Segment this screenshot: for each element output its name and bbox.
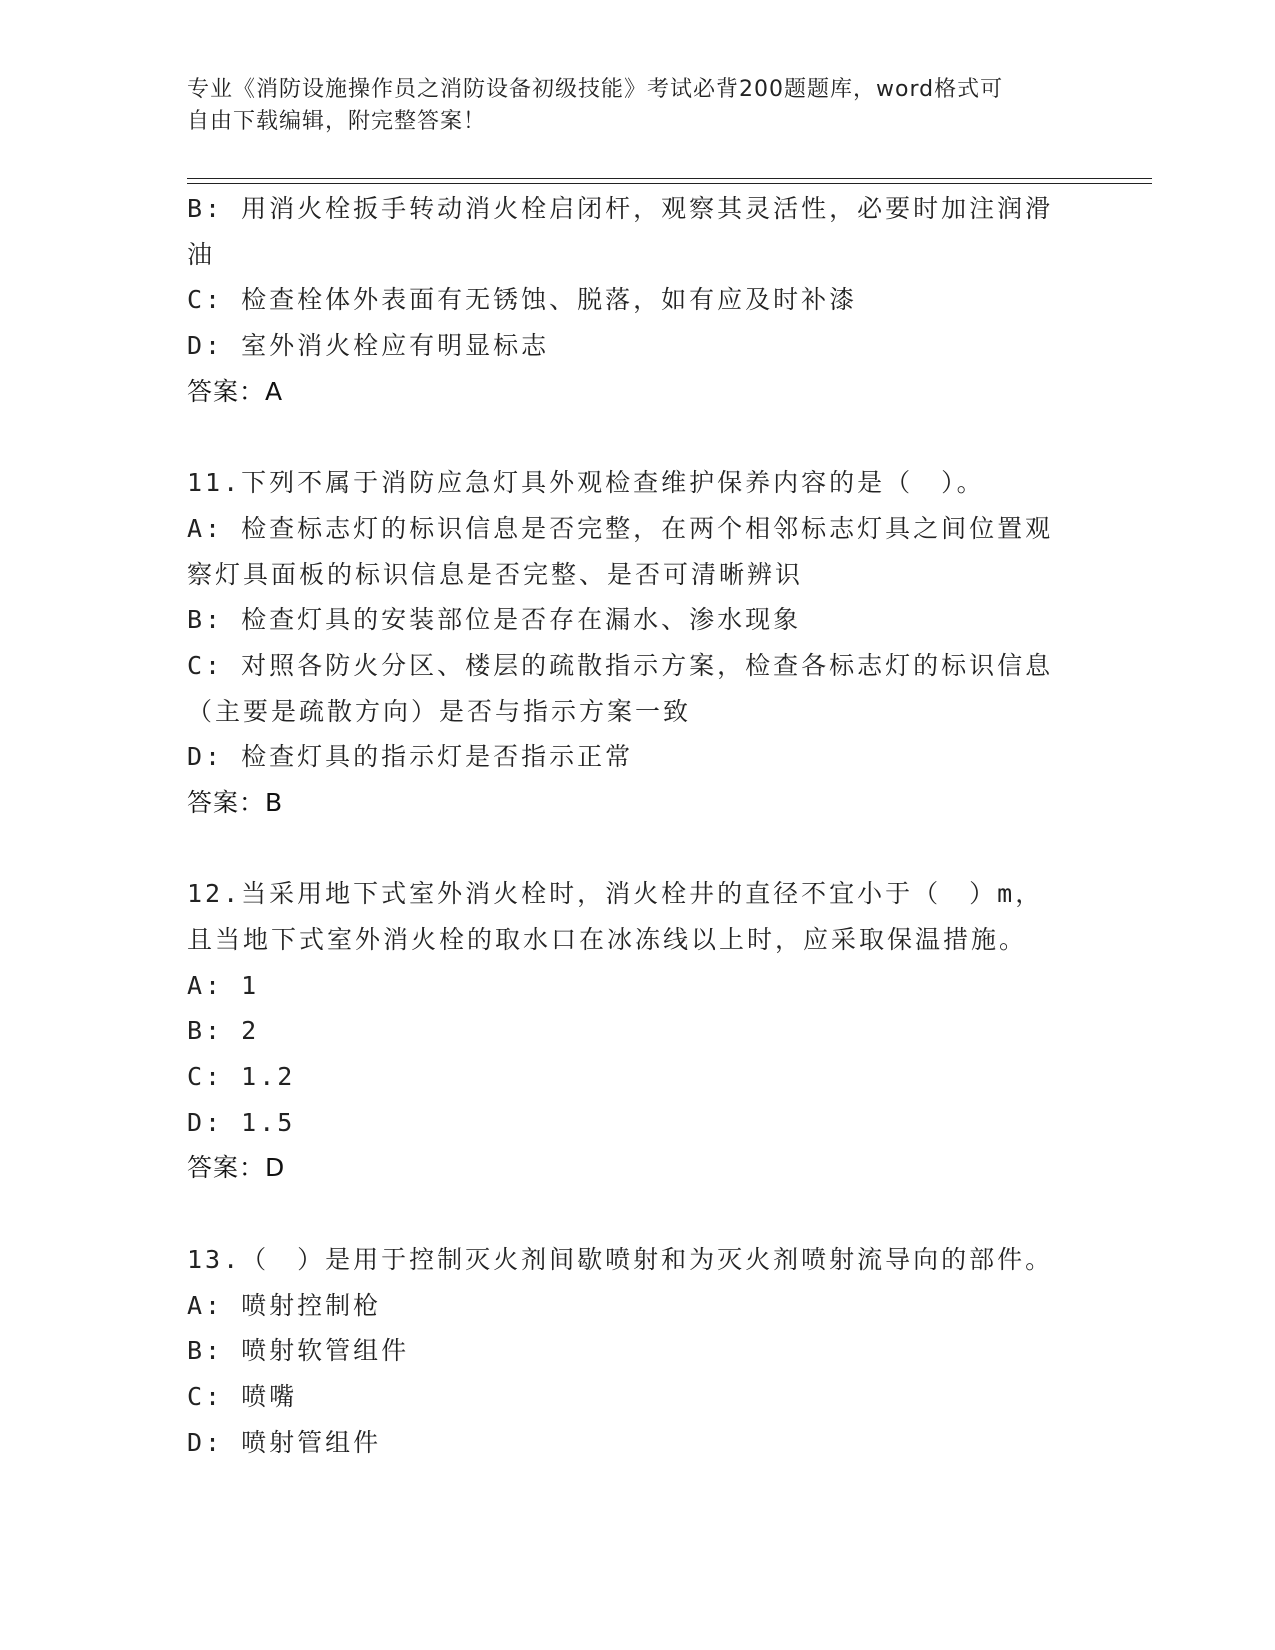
option-d: D: 检查灯具的指示灯是否指示正常: [187, 742, 634, 772]
option-c: C: 1.2: [187, 1062, 296, 1092]
answer: 答案：B: [187, 787, 284, 817]
spacer: [187, 1191, 1087, 1237]
option-a: A: 检查标志灯的标识信息是否完整，在两个相邻标志灯具之间位置观: [187, 513, 1054, 543]
answer: 答案：A: [187, 376, 284, 406]
question-13: [187, 1237, 1087, 1465]
header-divider-bottom: [187, 183, 1152, 184]
option-c-continued: （主要是疏散方向）是否与指示方案一致: [187, 696, 692, 726]
option-a: A: 1: [187, 970, 260, 1000]
option-c: C: 检查栓体外表面有无锈蚀、脱落，如有应及时补漆: [187, 285, 858, 315]
option-c: C: 喷嘴: [187, 1381, 298, 1411]
option-b-continued: 油: [187, 239, 216, 269]
header-divider-top: [187, 178, 1152, 179]
header-title-line-2: 自由下载编辑，附完整答案！: [187, 109, 487, 134]
option-b: B: 用消火栓扳手转动消火栓启闭杆，观察其灵活性，必要时加注润滑: [187, 194, 1054, 223]
question-11: [187, 460, 1087, 826]
option-a: A: 喷射控制枪: [187, 1290, 382, 1320]
option-b: B: 2: [187, 1016, 260, 1046]
option-d: D: 喷射管组件: [187, 1427, 382, 1457]
option-a-continued: 察灯具面板的标识信息是否完整、是否可清晰辨识: [187, 559, 804, 589]
question-10-tail: [187, 186, 1087, 414]
header-title-line-1: 专业《消防设施操作员之消防设备初级技能》考试必背200题题库，word格式可: [187, 77, 1004, 102]
question-content: [187, 186, 1087, 1465]
document-header: [187, 74, 1087, 138]
question-12: [187, 871, 1087, 1191]
question-stem: 11.下列不属于消防应急灯具外观检查维护保养内容的是（ ）。: [187, 468, 985, 498]
option-b: B: 喷射软管组件: [187, 1336, 410, 1366]
question-stem-continued: 且当地下式室外消火栓的取水口在冰冻线以上时，应采取保温措施。: [187, 925, 1028, 954]
answer: 答案：D: [187, 1153, 286, 1183]
question-stem: 13.（ ）是用于控制灭火剂间歇喷射和为灭火剂喷射流导向的部件。: [187, 1244, 1054, 1274]
spacer: [187, 414, 1087, 460]
spacer: [187, 826, 1087, 872]
question-stem: 12.当采用地下式室外消火栓时，消火栓井的直径不宜小于（ ）m，: [187, 879, 1044, 909]
option-c: C: 对照各防火分区、楼层的疏散指示方案，检查各标志灯的标识信息: [187, 650, 1054, 680]
option-d: D: 室外消火栓应有明显标志: [187, 331, 550, 361]
option-d: D: 1.5: [187, 1107, 296, 1137]
option-b: B: 检查灯具的安装部位是否存在漏水、渗水现象: [187, 605, 802, 635]
